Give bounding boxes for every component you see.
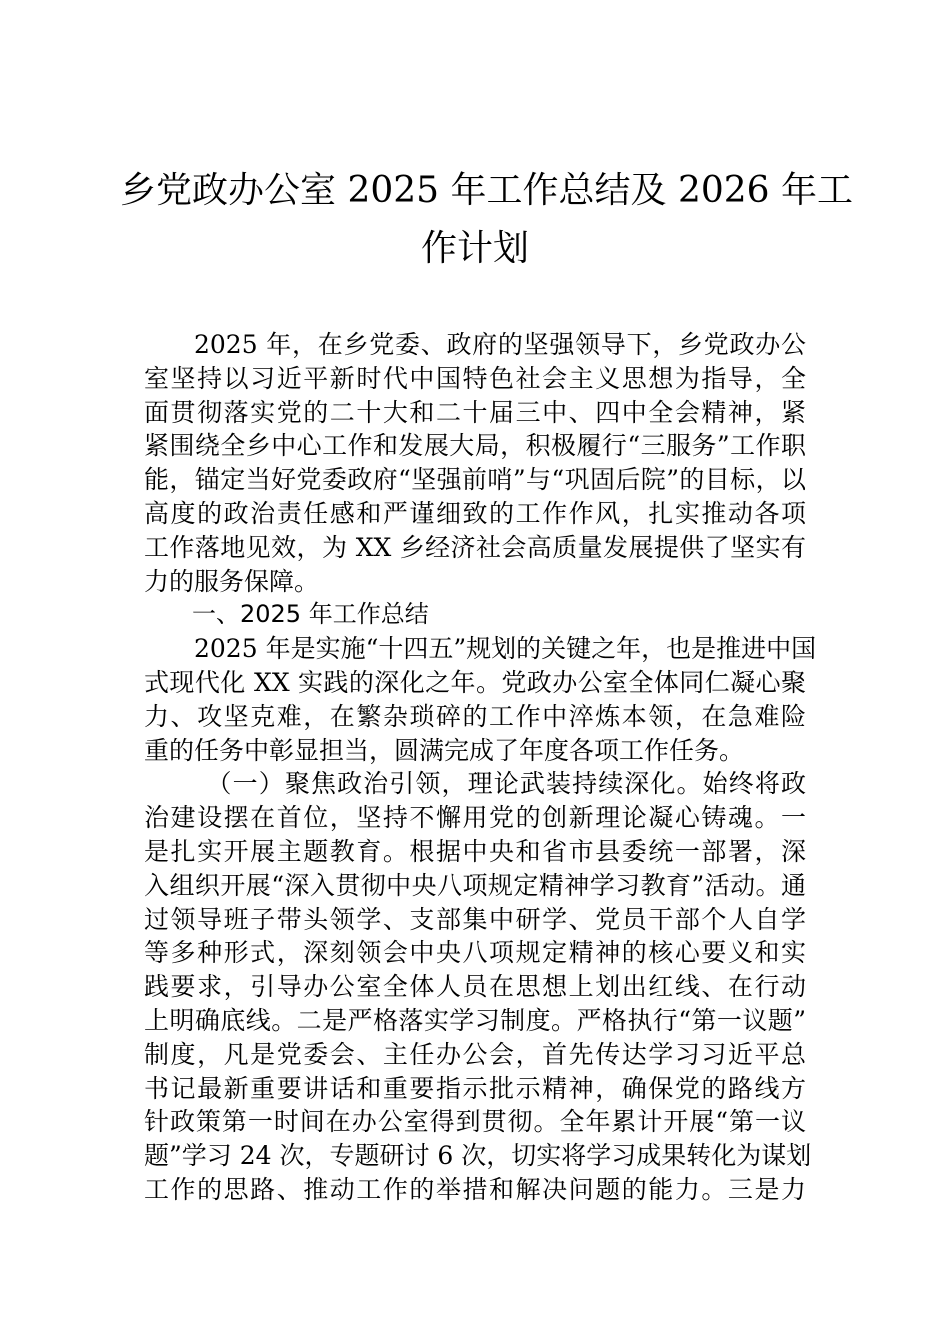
subsection1-line-4: 入组织开展“深入贯彻中央八项规定精神学习教育”活动。通 (144, 870, 806, 900)
section1-line-3: 力、攻坚克难，在繁杂琐碎的工作中淬炼本领，在急难险 (144, 701, 806, 731)
subsection1-line-6: 等多种形式，深刻领会中央八项规定精神的核心要义和实 (144, 938, 806, 968)
title-line-1: 乡党政办公室 2025 年工作总结及 2026 年工 (120, 170, 854, 211)
subsection1-line-7: 践要求，引导办公室全体人员在思想上划出红线、在行动 (144, 972, 806, 1002)
subsection1-line-12: 题”学习 24 次，专题研讨 6 次，切实将学习成果转化为谋划 (144, 1141, 812, 1171)
subsection1-line-9: 制度，凡是党委会、主任办公会，首先传达学习习近平总 (144, 1039, 806, 1069)
subsection1-paragraph (144, 767, 812, 1206)
section1-paragraph (144, 632, 817, 767)
intro-line-6: 高度的政治责任感和严谨细致的工作作风，扎实推动各项 (144, 498, 806, 528)
section1-line-4: 重的任务中彰显担当，圆满完成了年度各项工作任务。 (144, 735, 745, 765)
intro-line-7: 工作落地见效，为 XX 乡经济社会高质量发展提供了坚实有 (144, 532, 806, 562)
section-heading-1: 一、2025 年工作总结 (192, 600, 429, 629)
title-line-2: 作计划 (420, 228, 529, 269)
document-title (120, 162, 854, 278)
subsection1-line-11: 针政策第一时间在办公室得到贯彻。全年累计开展“第一议 (144, 1107, 806, 1137)
subsection1-line-8: 上明确底线。二是严格落实学习制度。严格执行“第一议题” (144, 1005, 806, 1035)
intro-line-8: 力的服务保障。 (144, 566, 320, 596)
subsection1-line-1: （一）聚焦政治引领，理论武装持续深化。始终将政 (206, 769, 806, 799)
intro-line-3: 面贯彻落实党的二十大和二十届三中、四中全会精神，紧 (144, 397, 806, 427)
intro-line-2: 室坚持以习近平新时代中国特色社会主义思想为指导，全 (144, 363, 806, 393)
subsection1-line-10: 书记最新重要讲话和重要指示批示精神，确保党的路线方 (144, 1073, 806, 1103)
subsection1-line-3: 是扎实开展主题教育。根据中央和省市县委统一部署，深 (144, 836, 806, 866)
subsection1-line-2: 治建设摆在首位，坚持不懈用党的创新理论凝心铸魂。一 (144, 803, 806, 833)
intro-line-4: 紧围绕全乡中心工作和发展大局，积极履行“三服务”工作职 (144, 431, 806, 461)
subsection1-line-13: 工作的思路、推动工作的举措和解决问题的能力。三是力 (144, 1174, 806, 1204)
document-body (144, 328, 817, 1207)
intro-paragraph (144, 328, 806, 598)
section1-line-1: 2025 年是实施“十四五”规划的关键之年，也是推进中国 (194, 634, 817, 664)
subsection1-line-5: 过领导班子带头领学、支部集中研学、党员干部个人自学 (144, 904, 806, 934)
intro-line-5: 能，锚定当好党委政府“坚强前哨”与“巩固后院”的目标，以 (144, 465, 806, 495)
intro-line-1: 2025 年，在乡党委、政府的坚强领导下，乡党政办公 (194, 330, 806, 359)
section1-line-2: 式现代化 XX 实践的深化之年。党政办公室全体同仁凝心聚 (144, 667, 806, 697)
